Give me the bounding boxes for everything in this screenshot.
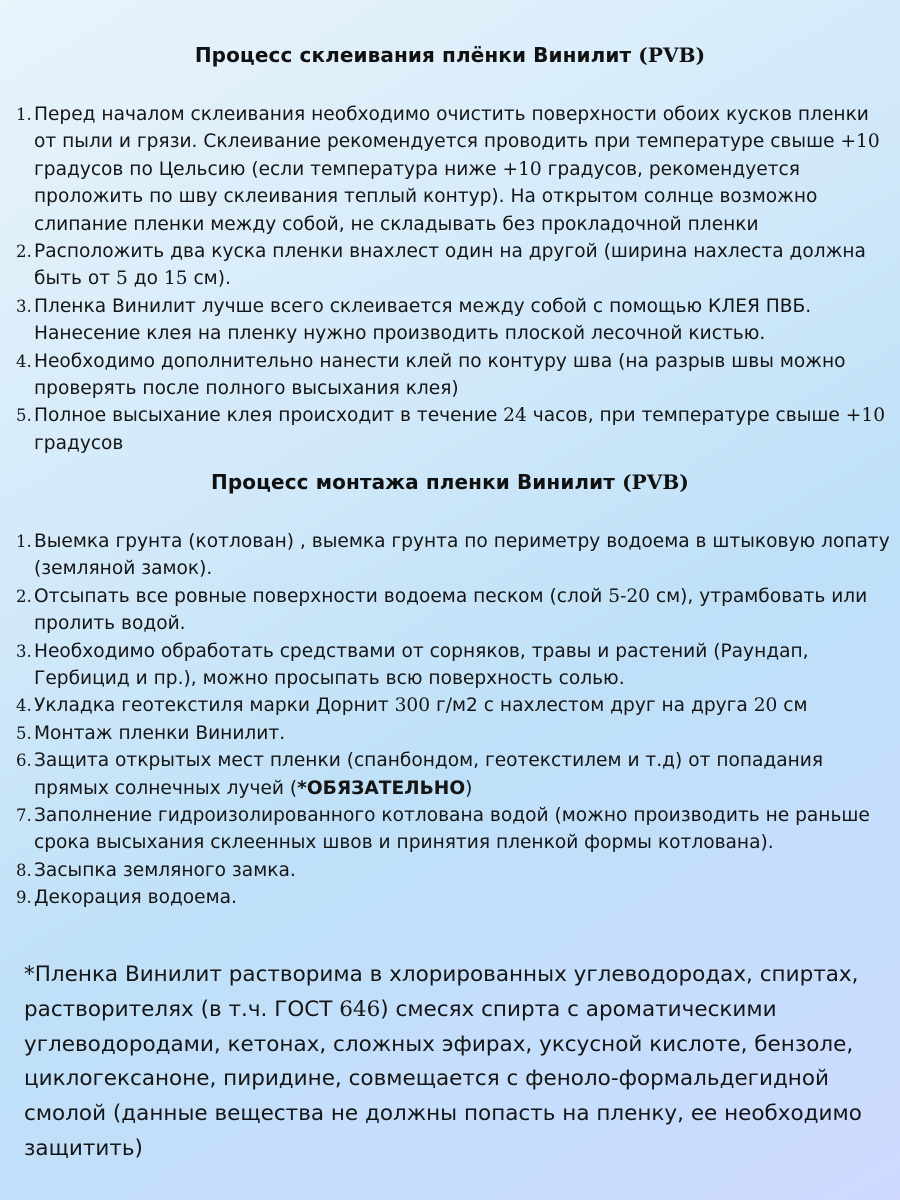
list-item [16,101,890,238]
list-item [16,238,890,293]
list-item-number-value: +10 [502,158,542,180]
list-item-number-value: +10 [840,131,880,153]
list-item-text: см). [187,268,231,290]
footnote-text: ) смесях спирта с ароматическими углеводородами, кетонах, сложных эфирах, уксусной кислоте, бензоле, циклогексаноне, пиридине, совмещается с феноло-формальдегидной смолой (данные вещества не должны попасть на пленку, ее необходимо защитить) [24,996,862,1161]
footnote-number: 646 [339,996,381,1022]
list-item-text: градусов [34,432,124,454]
list-item-text: Полное высыхание клея происходит в течение [34,405,504,427]
section-title-tag: (PVB) [638,43,706,67]
list-item-text: Выемка грунта (котлован) , выемка грунта по периметру водоема в штыковую лопату (земляной замок). [34,531,890,580]
list-item-number: 6. [16,751,32,771]
list-item-number-value: 300 [394,695,431,717]
list-item-number-value: 5 [115,268,128,290]
list-item [16,747,890,802]
list-item-number: 1. [16,532,32,551]
section-title-text: Процесс монтажа пленки Винилит [211,470,615,494]
list-item [16,692,890,719]
list-item-number: 9. [16,888,32,908]
list-item-text: Заполнение гидроизолированного котлована водой (можно производить не раньше срока высыхания склеенных швов и принятия пленкой формы котлована). [34,805,870,854]
list-item-number: 2. [16,242,32,262]
list-item-text: ) [465,777,473,799]
list-item-text: Перед началом склеивания необходимо очистить поверхности обоих кусков пленки от пыли и грязи. Склеивание рекомендуется проводить при температуре свыше [34,104,869,153]
list-item-number: 2. [16,586,32,606]
installation-steps-list [16,528,890,912]
list-item-number-value: 24 [503,405,527,427]
section-title-gluing [0,43,900,67]
list-item-number: 4. [16,351,32,371]
list-item-number: 5. [16,723,32,743]
footnote [24,958,894,1167]
list-item [16,638,890,693]
section-title-text: Процесс склеивания плёнки Винилит [194,43,632,67]
list-item [16,857,890,884]
list-item-text: см [777,695,808,717]
list-item [16,293,890,348]
list-item-number-value: +10 [845,405,886,427]
mandatory-emphasis: *ОБЯЗАТЕЛЬНО [297,777,466,799]
list-item [16,884,890,911]
list-item-number: 7. [16,806,32,826]
list-item [16,583,890,638]
list-item-number: 5. [16,406,32,426]
list-item-number: 3. [16,296,32,316]
list-item-text: г/м2 с нахлестом друг на друга [430,695,754,717]
list-item-number: 3. [16,641,32,661]
list-item-number: 1. [16,105,32,124]
list-item-text: градусов по Цельсию (если температура ниже [34,158,503,180]
list-item-text: Защита открытых мест пленки (спанбондом, геотекстилем и т.д) от попадания прямых солнечных лучей ( [34,750,824,799]
list-item-number-value: 20 [753,695,778,717]
list-item-text: до [127,268,164,290]
list-item [16,720,890,747]
list-item-number-value: 5-20 [608,585,651,607]
list-item-text: Необходимо дополнительно нанести клей по контуру шва (на разрыв швы можно проверять после полного высыхания клея) [34,350,846,400]
list-item-number: 8. [16,860,32,880]
footnote-text: *Пленка Винилит растворима в хлорированных углеводородах, спиртах, растворителях (в т.ч. ГОСТ [24,962,859,1022]
list-item-text: Декорация водоема. [34,887,237,909]
list-item-text: Пленка Винилит лучше всего склеивается между собой с помощью КЛЕЯ ПВБ. Нанесение клея на пленку нужно производить плоской лесочной кистью. [34,295,812,345]
list-item-number-value: 15 [163,268,188,290]
list-item-text: часов, при температуре свыше [526,405,846,427]
list-item-text: Отсыпать все ровные поверхности водоема песком (слой [34,585,609,607]
list-item [16,402,890,457]
list-item-number: 4. [16,696,32,716]
list-item [16,528,890,583]
list-item-text: Засыпка земляного замка. [34,859,296,881]
section-title-installation [0,470,900,494]
gluing-steps-list [16,101,890,457]
list-item [16,348,890,403]
list-item-text: Расположить два куска пленки внахлест один на другой (ширина нахлеста должна быть от [34,241,866,290]
list-item-text: Монтаж пленки Винилит. [34,722,286,744]
list-item-text: Необходимо обработать средствами от сорняков, травы и растений (Раундап, Гербицид и пр.), можно просыпать всю поверхность солью. [34,640,809,690]
list-item-text: Укладка геотекстиля марки Дорнит [34,695,395,717]
list-item-text: градусов, рекомендуется проложить по шву склеивания теплый контур). На открытом солнце возможно слипание пленки между собой, не складывать без прокладочной пленки [34,158,818,235]
list-item-text: см), утрамбовать или пролить водой. [34,585,868,635]
section-title-tag: (PVB) [622,470,689,494]
list-item [16,802,890,857]
